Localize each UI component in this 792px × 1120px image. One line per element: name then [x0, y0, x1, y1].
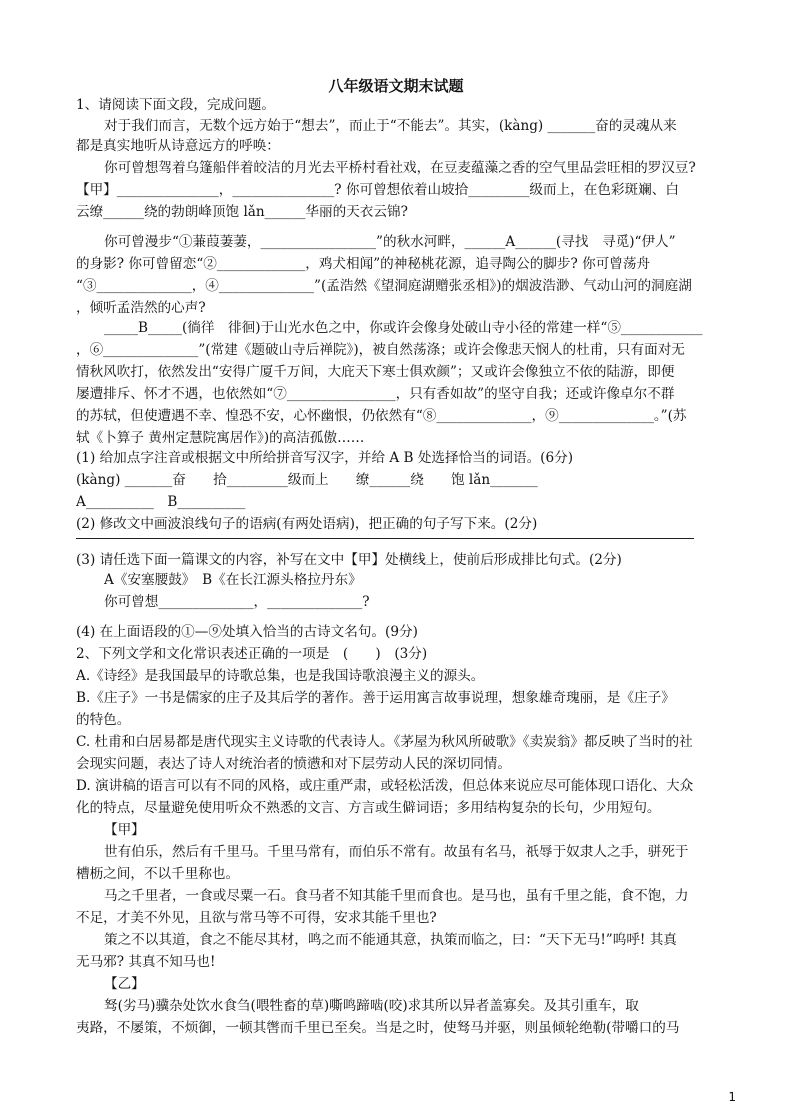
text-line: 2、下列文学和文化常识表述正确的一项是 ( ) (3分): [76, 646, 428, 662]
text-line: (kàng) _______奋 拾_________级而上 缭______绕 饱 lǎn_______: [76, 472, 538, 488]
text-line: “③______________，④______________”(孟浩然《望洞庭湖赠张丞相》)的烟波浩渺、气动山河的洞庭湖: [76, 278, 692, 294]
text-line: (4) 在上面语段的①—⑨处填入恰当的古诗文名句。(9分): [76, 624, 418, 640]
text-line: 马之千里者，一食或尽粟一石。食马者不知其能千里而食也。是马也，虽有千里之能，食不饱，力: [104, 888, 689, 904]
text-line: 【甲】: [104, 822, 145, 838]
text-line: 夷路，不屡策，不烦御，一顿其辔而千里已至矣。当是之时，使驽马并驱，则虽倾轮绝勒(带嚼口的马: [76, 1020, 680, 1036]
text-line: 对于我们而言，无数个远方始于“想去”，而止于“不能去”。其实，(kàng) _______奋的灵魂从来: [104, 118, 677, 134]
text-line: C. 杜甫和白居易都是唐代现实主义诗歌的代表诗人。《茅屋为秋风所破歌》《卖炭翁》都反映了当时的社: [76, 734, 693, 750]
text-line: ，倾听孟浩然的心声?: [76, 300, 206, 316]
text-line: 1、请阅读下面文段，完成问题。: [76, 97, 275, 113]
text-line: A《安塞腰鼓》 B《在长江源头格拉丹东》: [104, 572, 362, 588]
text-line: 化的特点，尽量避免使用听众不熟悉的文言、方言或生僻词语；多用结构复杂的长句，少用短句。: [76, 800, 661, 816]
text-line: 策之不以其道，食之不能尽其材，鸣之而不能通其意，执策而临之，曰：“天下无马!”呜呼! 其真: [104, 932, 677, 948]
text-line: 你可曾漫步“①蒹葭萋萋，_________________”的秋水河畔，______A______(寻找 寻觅)“伊人”: [104, 234, 676, 250]
page-title: 八年级语文期末试题: [328, 77, 464, 95]
text-line: 无马邪? 其真不知马也!: [76, 954, 216, 970]
text-line: 屡遭排斥、怀才不遇，也依然如“⑦________________，只有香如故”的坚守自我；还或许像卓尔不群: [76, 386, 675, 402]
text-line: B.《庄子》一书是儒家的庄子及其后学的著作。善于运用寓言故事说理，想象雄奇瑰丽，是《庄子》: [76, 690, 675, 706]
text-line: (2) 修改文中画波浪线句子的语病(有两处语病)，把正确的句子写下来。(2分): [76, 516, 538, 532]
text-line: 的身影? 你可曾留恋“②_____________，鸡犬相闻”的神秘桃花源，追寻陶公的脚步? 你可曾荡舟: [76, 256, 651, 272]
answer-line: [76, 538, 694, 539]
text-line: 云缭______绕的勃朗峰顶饱 lǎn______华丽的天衣云锦?: [76, 204, 408, 220]
text-line: 槽枥之间，不以千里称也。: [76, 866, 240, 882]
text-line: 驽(劣马)骥杂处饮水食刍(喂牲畜的草)嘶鸣蹄啮(咬)求其所以异者盖寡矣。及其引重车，取: [104, 998, 639, 1014]
text-line: 【乙】: [104, 976, 145, 992]
text-line: 的特色。: [76, 712, 131, 728]
text-line: 轼《卜算子 黄州定慧院寓居作》)的高洁孤傲……: [76, 430, 365, 446]
page-number: 1: [728, 1090, 736, 1104]
text-line: 不足，才美不外见，且欲与常马等不可得，安求其能千里也?: [76, 910, 437, 926]
text-line: 【甲】_______________，_______________? 你可曾想依着山坡拾_________级而上，在色彩斑斓、白: [76, 182, 679, 198]
text-line: (3) 请任选下面一篇课文的内容，补写在文中【甲】处横线上，使前后形成排比句式。(2分): [76, 552, 622, 568]
text-line: 情秋风吹打，依然发出“安得广厦千万间，大庇天下寒士俱欢颜”；又或许会像独立不依的陆游，即便: [76, 364, 675, 380]
text-line: 都是真实地听从诗意远方的呼唤：: [76, 138, 280, 154]
text-line: D. 演讲稿的语言可以有不同的风格，或庄重严肃，或轻松活泼，但总体来说应尽可能体现口语化、大众: [76, 778, 694, 794]
text-line: A__________ B__________: [76, 494, 246, 510]
text-line: (1) 给加点字注音或根据文中所给拼音写汉字，并给 A B 处选择恰当的词语。(6分): [76, 450, 574, 466]
text-line: 你可曾想驾着乌篷船伴着皎洁的月光去平桥村看社戏，在豆麦蕴藻之香的空气里品尝旺相的罗汉豆?: [104, 160, 696, 176]
text-line: 会现实问题，表达了诗人对统治者的愤懑和对下层劳动人民的深切同情。: [76, 756, 511, 772]
text-line: _____B_____(徜徉 徘徊)于山光水色之中，你或许会像身处破山寺小径的常建一样“⑤____________: [104, 320, 703, 336]
text-line: ，⑥______________”(常建《题破山寺后禅院》)，被自然荡涤；或许会像悲天悯人的杜甫，只有面对无: [76, 342, 685, 358]
text-line: 的苏轼，但使遭遇不幸、惶恐不安，心怀幽恨，仍依然有“⑧______________，⑨______________。”(苏: [76, 408, 687, 424]
text-line: 世有伯乐，然后有千里马。千里马常有，而伯乐不常有。故虽有名马，祇辱于奴隶人之手，骈死于: [104, 844, 689, 860]
text-line: 你可曾想______________，______________?: [104, 594, 370, 610]
text-line: A.《诗经》是我国最早的诗歌总集，也是我国诗歌浪漫主义的源头。: [76, 668, 485, 684]
